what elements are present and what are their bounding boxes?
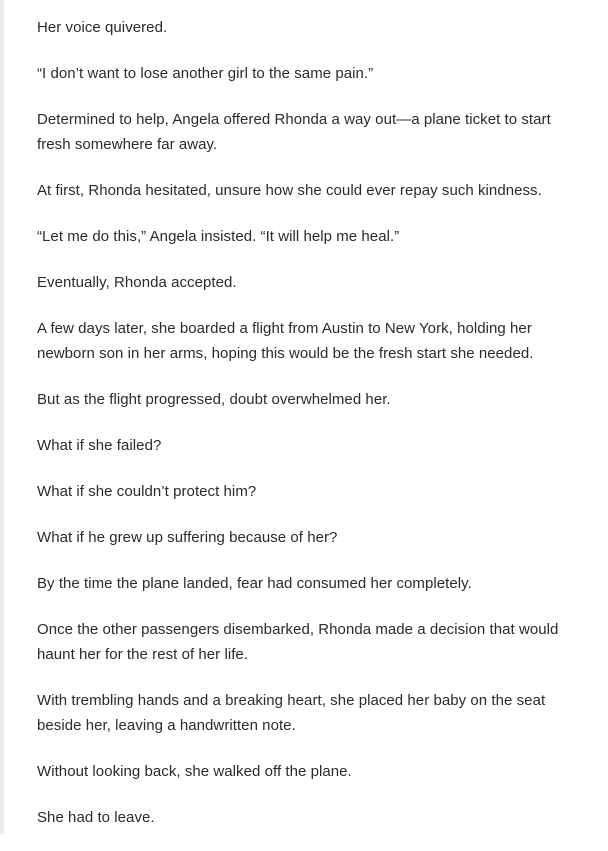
paragraph: Determined to help, Angela offered Rhonda a way out—a plane ticket to start fresh somewhere far away. [37, 111, 551, 153]
left-border-divider [0, 0, 4, 834]
paragraph: Eventually, Rhonda accepted. [37, 274, 237, 291]
paragraph: With trembling hands and a breaking heart, she placed her baby on the seat beside her, leaving a handwritten note. [37, 692, 546, 734]
paragraph: “I don’t want to lose another girl to the same pain.” [37, 65, 374, 82]
paragraph: Once the other passengers disembarked, Rhonda made a decision that would haunt her for the rest of her life. [37, 621, 559, 663]
paragraph: What if she couldn’t protect him? [37, 483, 257, 500]
paragraph: Her voice quivered. [37, 19, 168, 36]
paragraph: A few days later, she boarded a flight from Austin to New York, holding her newborn son in her arms, hoping this would be the fresh start she needed. [37, 320, 534, 362]
paragraph: She had to leave. [37, 809, 155, 826]
paragraph: By the time the plane landed, fear had consumed her completely. [37, 575, 472, 592]
paragraph: “Let me do this,” Angela insisted. “It will help me heal.” [37, 228, 400, 245]
paragraph: At first, Rhonda hesitated, unsure how she could ever repay such kindness. [37, 182, 542, 199]
paragraph: What if she failed? [37, 437, 162, 454]
paragraph: What if he grew up suffering because of her? [37, 529, 338, 546]
paragraph: But as the flight progressed, doubt overwhelmed her. [37, 391, 391, 408]
paragraph: Without looking back, she walked off the plane. [37, 763, 352, 780]
article-body [37, 15, 577, 851]
